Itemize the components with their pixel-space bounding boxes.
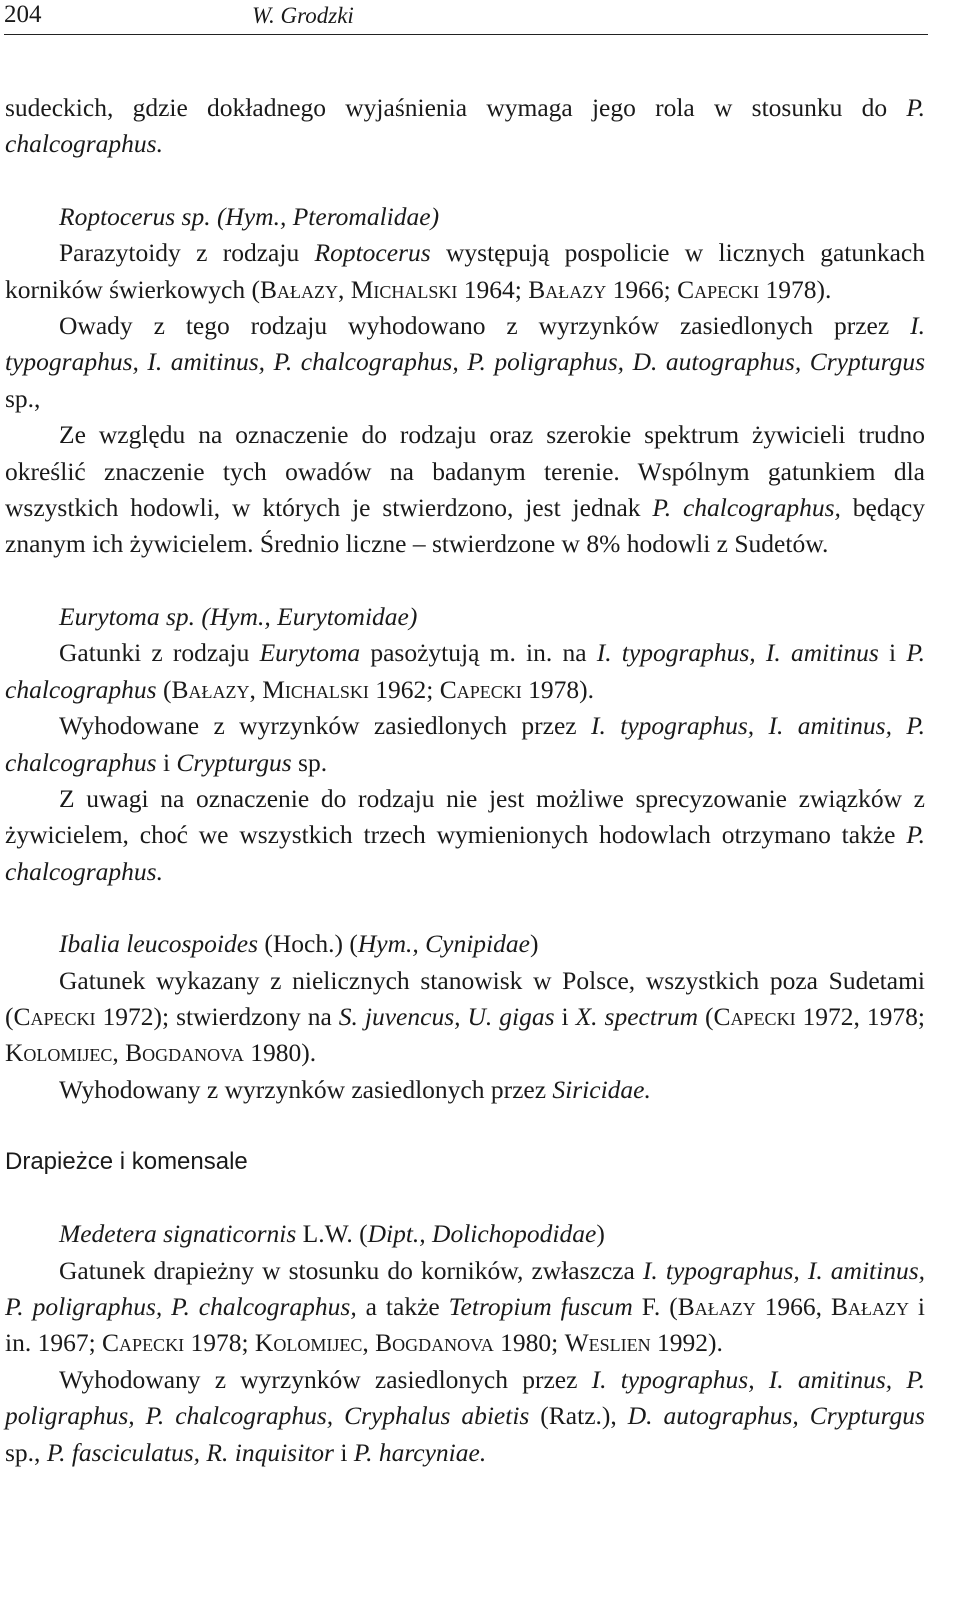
roptocerus-paragraph-1: Parazytoidy z rodzaju Roptocerus występują pospolicie w licznych gatunkach korników świerkowych (Bałazy, Michalski 1964; Bałazy 1966; Capecki 1978). — [5, 238, 926, 304]
ibalia-paragraph-1: Gatunek wykazany z nielicznych stanowisk w Polsce, wszystkich poza Sudetami (Capecki 1972); stwierdzony na S. juvencus, U. gigas i X. spectrum (Capecki 1972, 1978; Kolomijec, Bogdanova 1980). — [5, 965, 926, 1068]
section-heading: Drapieżce i komensale — [5, 1148, 248, 1176]
running-head-author: W. Grodzki — [252, 3, 354, 28]
roptocerus-paragraph-3: Ze względu na oznaczenie do rodzaju oraz szerokie spektrum żywicieli trudno określić znaczenie tych owadów na badanym terenie. Wspólnym gatunkiem dla wszystkich hodowli, w których je stwierdzono, jest jednak P. chalcographus, będący znanym ich żywicielem. Średnio liczne – stwierdzone w 8% hodowli z Sudetów. — [5, 420, 926, 559]
page-header — [4, 0, 928, 35]
eurytoma-heading: Eurytoma sp. (Hym., Eurytomidae) — [59, 601, 418, 631]
medetera-heading: Medetera signaticornis L.W. (Dipt., Dolichopodidae) — [59, 1219, 605, 1249]
intro-paragraph: sudeckich, gdzie dokładnego wyjaśnienia wymaga jego rola w stosunku do P. chalcographus. — [5, 93, 925, 159]
roptocerus-heading: Roptocerus sp. (Hym., Pteromalidae) — [59, 201, 440, 231]
body-text — [5, 90, 925, 1471]
medetera-paragraph-2: Wyhodowany z wyrzynków zasiedlonych przez I. typographus, I. amitinus, P. poligraphus, P. chalcographus, Cryphalus abietis (Ratz.), D. autographus, Crypturgus sp., P. fasciculatus, R. inquisitor i P. harcyniae. — [5, 1364, 925, 1467]
page-number: 204 — [4, 1, 42, 28]
roptocerus-paragraph-2: Owady z tego rodzaju wyhodowano z wyrzynków zasiedlonych przez I. typographus, I. amitinus, P. chalcographus, P. poligraphus, D. autographus, Crypturgus sp., — [5, 311, 925, 413]
medetera-paragraph-1: Gatunek drapieżny w stosunku do korników, zwłaszcza I. typographus, I. amitinus, P. poligraphus, P. chalcographus, a także Tetropium fuscum F. (Bałazy 1966, Bałazy i in. 1967; Capecki 1978; Kolomijec, Bogdanova 1980; Weslien 1992). — [5, 1255, 926, 1358]
ibalia-heading: Ibalia leucospoides (Hoch.) (Hym., Cynipidae) — [59, 929, 539, 959]
eurytoma-paragraph-2: Wyhodowane z wyrzynków zasiedlonych przez I. typographus, I. amitinus, P. chalcographus i Crypturgus sp. — [5, 711, 925, 777]
eurytoma-paragraph-3: Z uwagi na oznaczenie do rodzaju nie jest możliwe sprecyzowanie związków z żywicielem, choć we wszystkich trzech wymienionych hodowlach otrzymano także P. chalcographus. — [5, 783, 925, 886]
ibalia-paragraph-2: Wyhodowany z wyrzynków zasiedlonych przez Siricidae. — [59, 1074, 651, 1104]
eurytoma-paragraph-1: Gatunki z rodzaju Eurytoma pasożytują m. in. na I. typographus, I. amitinus i P. chalcographus (Bałazy, Michalski 1962; Capecki 1978). — [5, 638, 926, 704]
